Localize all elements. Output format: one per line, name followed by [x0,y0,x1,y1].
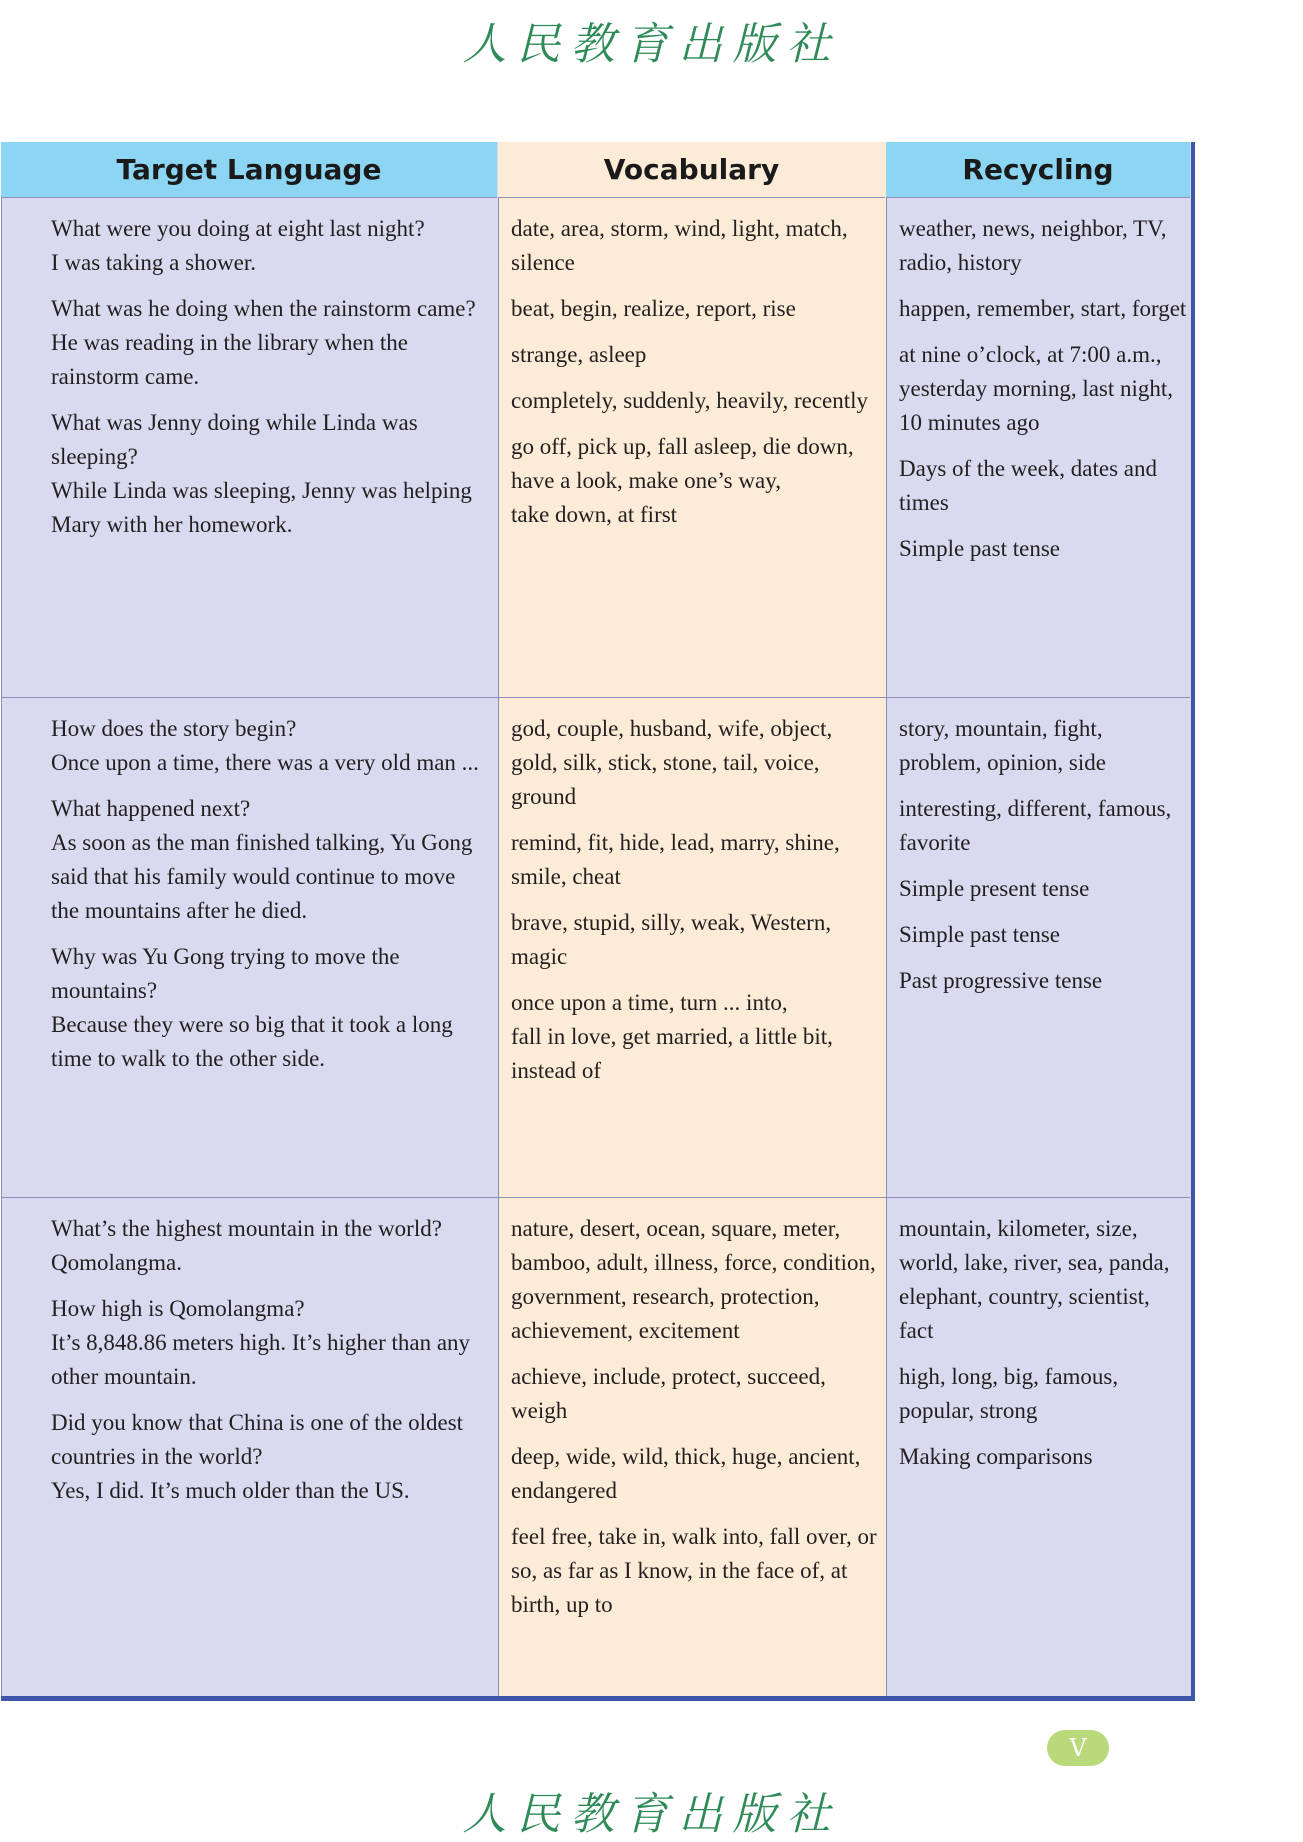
target-language-item: What were you doing at eight last night? I was taking a shower. [51,216,425,275]
recycling-item: mountain, kilometer, size, world, lake, river, sea, panda, elephant, country, scientist, fact [899,1216,1170,1343]
vocabulary-item: deep, wide, wild, thick, huge, ancient, endangered [511,1444,861,1503]
recycling-item: happen, remember, start, forget [899,296,1187,321]
recycling-item: Simple present tense [899,876,1090,901]
vocabulary-item: date, area, storm, wind, light, match, silence [511,216,848,275]
target-language-item: How high is Qomolangma? It’s 8,848.86 meters high. It’s higher than any other mountain. [51,1296,471,1389]
target-language-header: Target Language [1,142,497,198]
vocabulary-item: strange, asleep [511,342,647,367]
unit-overview-table [1,142,1195,1701]
recycling-item: high, long, big, famous, popular, strong [899,1364,1119,1423]
target-language-item: Did you know that China is one of the oldest countries in the world? Yes, I did. It’s much older than the US. [51,1410,464,1503]
page-number-badge: V [1047,1730,1109,1766]
recycling-header: Recycling [886,142,1190,198]
row-3-vocabulary [511,1212,881,1634]
vocabulary-item: go off, pick up, fall asleep, die down, have a look, make one’s way, take down, at first [511,434,854,527]
publisher-logo-bottom: 人民教育出版社 [462,1789,841,1840]
vocabulary-item: once upon a time, turn ... into, fall in love, get married, a little bit, instead of [511,990,833,1083]
recycling-item: at nine o’clock, at 7:00 a.m., yesterday morning, last night, 10 minutes ago [899,342,1174,435]
target-language-item: How does the story begin? Once upon a time, there was a very old man ... [51,716,479,775]
row-3-target-language [51,1212,483,1520]
publisher-logo-top: 人民教育出版社 [462,19,841,70]
recycling-item: Days of the week, dates and times [899,456,1158,515]
target-language-item: What happened next? As soon as the man finished talking, Yu Gong said that his family would continue to move the mountains after he died. [51,796,473,923]
recycling-item: weather, news, neighbor, TV, radio, history [899,216,1167,275]
recycling-item: Simple past tense [899,536,1060,561]
recycling-item: story, mountain, fight, problem, opinion, side [899,716,1106,775]
vocabulary-item: god, couple, husband, wife, object, gold, silk, stick, stone, tail, voice, ground [511,716,833,809]
row-1-target-language [51,212,483,554]
row-1-vocabulary [511,212,881,544]
vocabulary-header: Vocabulary [498,142,885,198]
vocabulary-item: brave, stupid, silly, weak, Western, magic [511,910,832,969]
target-language-item: What was Jenny doing while Linda was sleeping? While Linda was sleeping, Jenny was helping Mary with her homework. [51,410,472,537]
recycling-item: Making comparisons [899,1444,1093,1469]
vocabulary-item: remind, fit, hide, lead, marry, shine, smile, cheat [511,830,840,889]
vocabulary-item: completely, suddenly, heavily, recently [511,388,869,413]
row-divider [1,1197,1190,1198]
recycling-item: Past progressive tense [899,968,1103,993]
target-language-item: Why was Yu Gong trying to move the mountains? Because they were so big that it took a long time to walk to the other side. [51,944,453,1071]
row-2-recycling [899,712,1189,1010]
vocabulary-item: beat, begin, realize, report, rise [511,296,796,321]
vocabulary-item: achieve, include, protect, succeed, weigh [511,1364,826,1423]
vocabulary-item: feel free, take in, walk into, fall over, or so, as far as I know, in the face of, at birth, up to [511,1524,877,1617]
row-divider [1,697,1190,698]
vocabulary-item: nature, desert, ocean, square, meter, bamboo, adult, illness, force, condition, government, research, protection, achievement, excitement [511,1216,876,1343]
target-language-item: What was he doing when the rainstorm came? He was reading in the library when the rainstorm came. [51,296,476,389]
row-1-recycling [899,212,1189,578]
target-language-item: What’s the highest mountain in the world? Qomolangma. [51,1216,442,1275]
row-3-recycling [899,1212,1189,1486]
row-2-target-language [51,712,483,1088]
recycling-item: Simple past tense [899,922,1060,947]
row-2-vocabulary [511,712,881,1100]
recycling-item: interesting, different, famous, favorite [899,796,1172,855]
